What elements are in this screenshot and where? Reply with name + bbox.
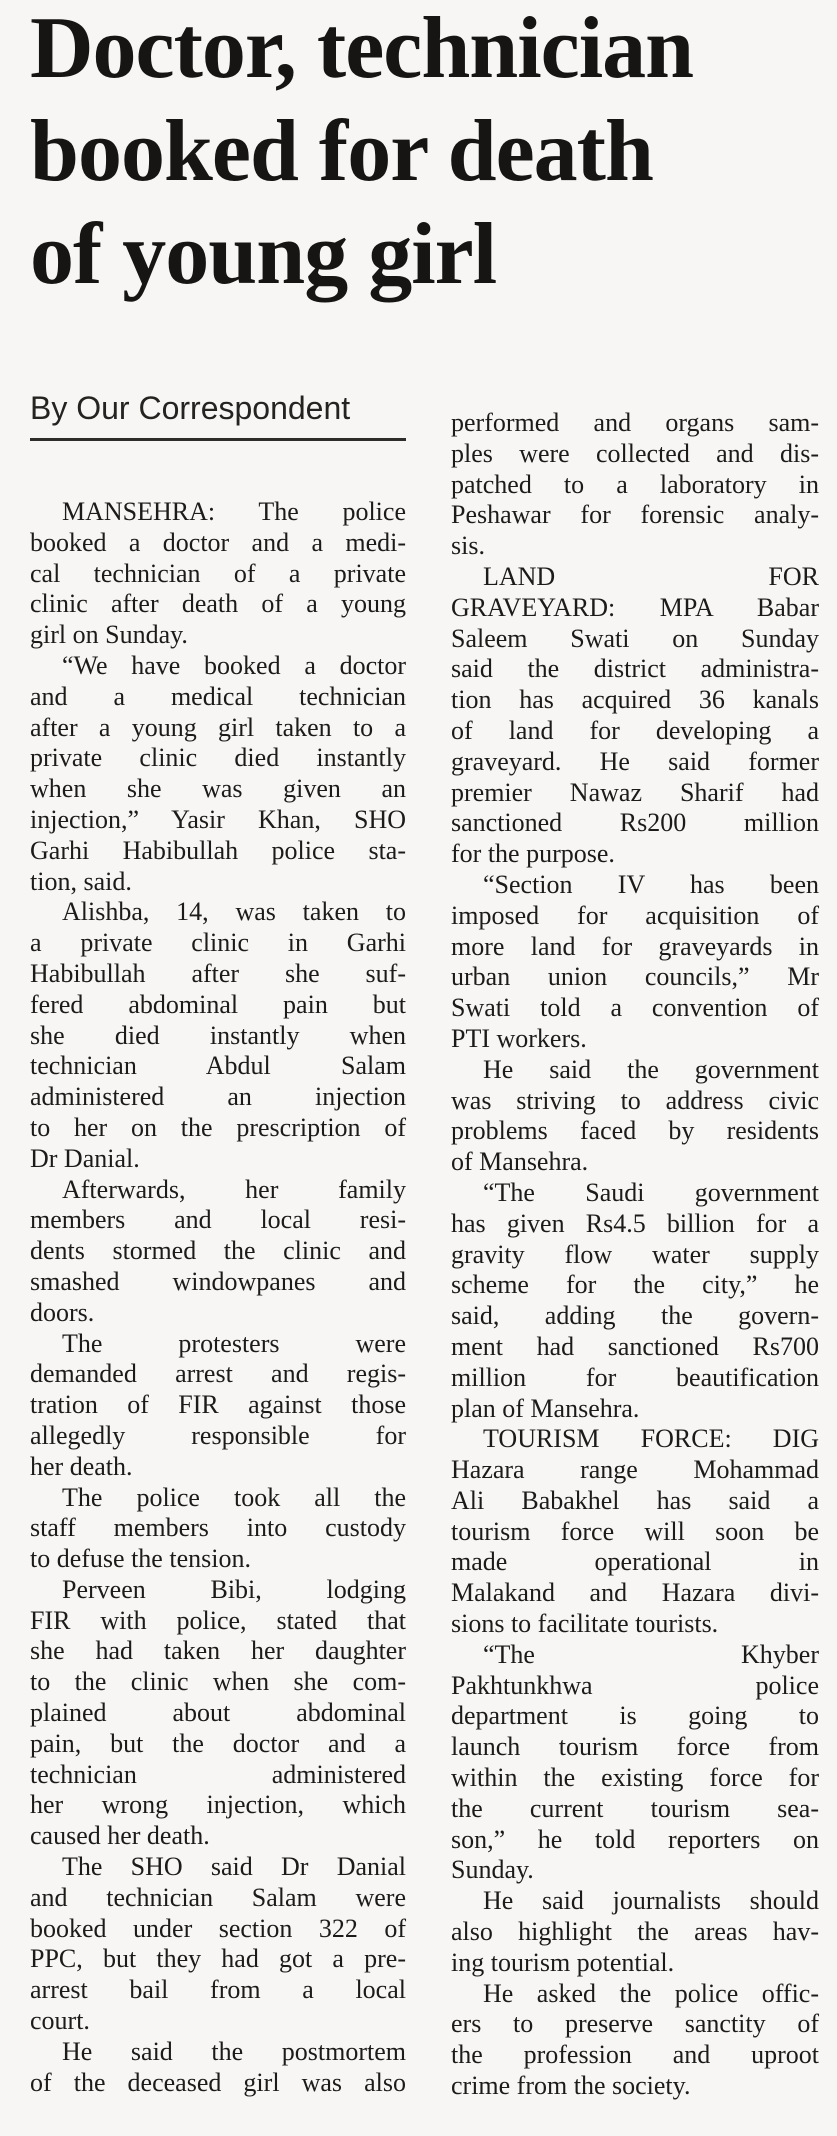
article-text-line: performed and organs sam- xyxy=(451,408,819,437)
article-text-line: her death. xyxy=(30,1451,133,1481)
article-text-line: for the purpose. xyxy=(451,839,615,869)
article-text-line: booked under section 322 of xyxy=(30,1913,406,1943)
article-text-line: graveyard. He said former xyxy=(451,746,819,776)
article-text-line: made operational in xyxy=(451,1547,819,1577)
article-text-line: Alishba, 14, was taken to xyxy=(62,897,406,927)
article-text-line: ers to preserve sanctity of xyxy=(451,2009,819,2039)
article-text-line: after a young girl taken to a xyxy=(30,712,406,742)
article-text-line: urban union councils,” Mr xyxy=(451,962,819,992)
article-text-line: ing tourism potential. xyxy=(451,1947,675,1977)
article-text-line: Peshawar for forensic analy- xyxy=(451,500,819,530)
article-text-line: patched to a laboratory in xyxy=(451,469,819,499)
article-column-left xyxy=(30,497,406,2098)
article-text-line: plan of Mansehra. xyxy=(451,1393,640,1423)
article-text-line: Afterwards, her family xyxy=(62,1174,406,1204)
article-text-line: ples were collected and dis- xyxy=(451,438,819,468)
article-text-line: “Section IV has been xyxy=(483,869,819,899)
article-text-line: gravity flow water supply xyxy=(451,1239,819,1269)
article-text-line: He said journalists should xyxy=(483,1886,819,1916)
article-text-line: Saleem Swati on Sunday xyxy=(451,623,819,653)
article-text-line: “The Khyber xyxy=(483,1639,819,1669)
article-text-line: cal technician of a private xyxy=(30,558,406,588)
article-text-line: Garhi Habibullah police sta- xyxy=(30,835,406,865)
article-text-line: staff members into custody xyxy=(30,1513,406,1543)
article-text-line: tration of FIR against those xyxy=(30,1390,406,1420)
article-text-line: allegedly responsible for xyxy=(30,1420,406,1450)
article-text-line: plained about abdominal xyxy=(30,1698,406,1728)
article-text-line: of Mansehra. xyxy=(451,1147,589,1177)
byline-rule-divider xyxy=(30,438,406,441)
article-text-line: sis. xyxy=(451,531,485,561)
article-text-line: The protesters were xyxy=(62,1328,406,1358)
article-text-line: injection,” Yasir Khan, SHO xyxy=(30,804,406,834)
byline: By Our Correspondent xyxy=(30,390,351,426)
article-text-line: clinic after death of a young xyxy=(30,589,406,619)
article-text-line: He said the postmortem xyxy=(62,2036,406,2066)
article-text-line: department is going to xyxy=(451,1701,819,1731)
headline xyxy=(30,0,810,306)
article-text-line: MANSEHRA: The police xyxy=(62,497,406,526)
article-text-line: to her on the prescription of xyxy=(30,1112,406,1142)
article-column-right xyxy=(451,408,819,2102)
article-text-line: within the existing force for xyxy=(451,1763,819,1793)
article-text-line: to the clinic when she com- xyxy=(30,1667,406,1697)
article-text-line: technician Abdul Salam xyxy=(30,1051,406,1081)
article-text-line: “We have booked a doctor xyxy=(62,650,406,680)
article-text-line: the current tourism sea- xyxy=(451,1793,819,1823)
article-text-line: court. xyxy=(30,2006,90,2036)
article-text-line: a private clinic in Garhi xyxy=(30,928,406,958)
article-text-line: Perveen Bibi, lodging xyxy=(62,1574,406,1604)
article-text-line: more land for graveyards in xyxy=(451,931,819,961)
article-text-line: scheme for the city,” he xyxy=(451,1270,819,1300)
article-text-line: smashed windowpanes and xyxy=(30,1266,406,1296)
headline-line-2: booked for death xyxy=(30,103,653,200)
article-text-line: has given Rs4.5 billion for a xyxy=(451,1208,819,1238)
article-text-line: and technician Salam were xyxy=(30,1882,406,1912)
article-text-line: The SHO said Dr Danial xyxy=(62,1852,406,1882)
article-text-line: premier Nawaz Sharif had xyxy=(451,777,819,807)
article-text-line: technician administered xyxy=(30,1759,406,1789)
article-text-line: Hazara range Mohammad xyxy=(451,1455,819,1485)
article-text-line: administered an injection xyxy=(30,1082,406,1112)
article-text-line: said the district administra- xyxy=(451,654,819,684)
article-text-line: TOURISM FORCE: DIG xyxy=(483,1424,819,1454)
article-text-line: of the deceased girl was also xyxy=(30,2067,406,2097)
article-text-line: of land for developing a xyxy=(451,715,819,745)
article-text-line: the profession and uproot xyxy=(451,2040,819,2070)
article-text-line: demanded arrest and regis- xyxy=(30,1359,406,1389)
article-text-line: and a medical technician xyxy=(30,681,406,711)
article-text-line: The police took all the xyxy=(62,1482,406,1512)
article-text-line: pain, but the doctor and a xyxy=(30,1728,406,1758)
article-text-line: doors. xyxy=(30,1297,95,1327)
article-text-line: GRAVEYARD: MPA Babar xyxy=(451,592,819,622)
article-text-line: also highlight the areas hav- xyxy=(451,1917,819,1947)
article-text-line: private clinic died instantly xyxy=(30,743,406,773)
article-text-line: sanctioned Rs200 million xyxy=(451,808,819,838)
article-text-line: ment had sanctioned Rs700 xyxy=(451,1331,819,1361)
article-text-line: tion has acquired 36 kanals xyxy=(451,685,819,715)
article-text-line: PTI workers. xyxy=(451,1023,587,1053)
article-text-line: was striving to address civic xyxy=(451,1085,819,1115)
article-text-line: tion, said. xyxy=(30,866,132,896)
article-text-line: launch tourism force from xyxy=(451,1732,819,1762)
article-text-line: Swati told a convention of xyxy=(451,993,819,1023)
article-text-line: million for beautification xyxy=(451,1362,819,1392)
article-text-line: “The Saudi government xyxy=(483,1177,819,1207)
article-text-line: Pakhtunkhwa police xyxy=(451,1670,819,1700)
article-text-line: her wrong injection, which xyxy=(30,1790,406,1820)
article-text-line: Ali Babakhel has said a xyxy=(451,1485,819,1515)
article-text-line: Dr Danial. xyxy=(30,1143,140,1173)
article-text-line: members and local resi- xyxy=(30,1205,406,1235)
article-text-line: He said the government xyxy=(483,1054,819,1084)
article-text-line: when she was given an xyxy=(30,774,406,804)
article-text-line: He asked the police offic- xyxy=(483,1978,819,2008)
article-text-line: she died instantly when xyxy=(30,1020,406,1050)
article-text-line: LAND FOR xyxy=(483,561,819,591)
article-text-line: caused her death. xyxy=(30,1821,210,1851)
article-text-line: dents stormed the clinic and xyxy=(30,1236,406,1266)
article-text-line: problems faced by residents xyxy=(451,1116,819,1146)
article-text-line: crime from the society. xyxy=(451,2071,691,2101)
article-text-line: Malakand and Hazara divi- xyxy=(451,1578,819,1608)
article-text-line: booked a doctor and a medi- xyxy=(30,527,406,557)
article-text-line: son,” he told reporters on xyxy=(451,1824,819,1854)
article-text-line: Sunday. xyxy=(451,1855,534,1885)
headline-line-1: Doctor, technician xyxy=(30,0,694,97)
article-text-line: fered abdominal pain but xyxy=(30,989,406,1019)
article-text-line: imposed for acquisition of xyxy=(451,900,819,930)
article-text-line: sions to facilitate tourists. xyxy=(451,1609,719,1639)
article-text-line: she had taken her daughter xyxy=(30,1636,406,1666)
article-text-line: girl on Sunday. xyxy=(30,620,188,650)
article-text-line: to defuse the tension. xyxy=(30,1544,251,1574)
article-text-line: PPC, but they had got a pre- xyxy=(30,1944,406,1974)
headline-line-3: of young girl xyxy=(30,206,497,303)
article-text-line: arrest bail from a local xyxy=(30,1975,406,2005)
article-text-line: tourism force will soon be xyxy=(451,1516,819,1546)
article-text-line: Habibullah after she suf- xyxy=(30,958,406,988)
article-text-line: FIR with police, stated that xyxy=(30,1605,406,1635)
article-text-line: said, adding the govern- xyxy=(451,1301,819,1331)
